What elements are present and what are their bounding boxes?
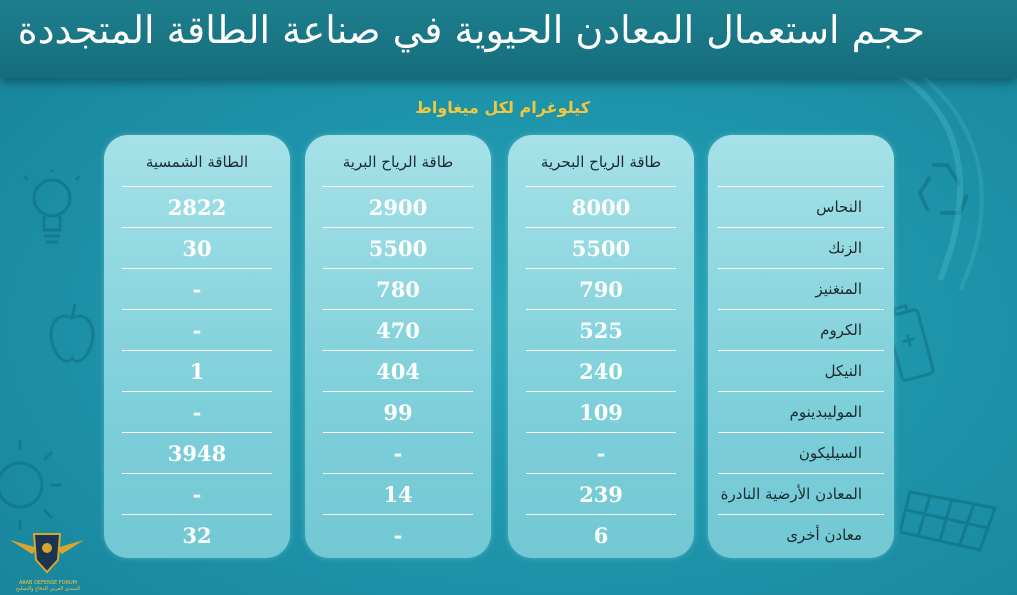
mineral-label: النحاس [718,186,884,227]
solar-value: 1 [122,350,272,391]
onshore-value: 99 [323,391,473,432]
solar-column [104,135,290,558]
lightbulb-icon [22,170,82,250]
mineral-label: الزنك [718,227,884,268]
onshore-value: 5500 [323,227,473,268]
onshore-wind-column [305,135,491,558]
mineral-label: المعادن الأرضية النادرة [718,473,884,514]
offshore-value: 239 [526,473,676,514]
logo-caption [2,580,94,592]
offshore-value: 8000 [526,186,676,227]
mineral-label: المنغنيز [718,268,884,309]
onshore-value: 404 [323,350,473,391]
solar-value: 2822 [122,186,272,227]
mineral-label: معادن أخرى [718,514,884,555]
onshore-value: 780 [323,268,473,309]
solar-value: 3948 [122,432,272,473]
onshore-wind-column-header: طاقة الرياح البرية [342,153,454,171]
logo-text-ar: المنتدى العربي للدفاع والتسليح [15,586,81,592]
onshore-value: - [323,514,473,555]
offshore-wind-column-header: طاقة الرياح البحرية [540,153,662,171]
solar-panel-icon [900,480,1010,560]
solar-value: 32 [122,514,272,555]
offshore-wind-column [508,135,694,558]
offshore-value: 525 [526,309,676,350]
onshore-value: - [323,432,473,473]
onshore-value: 2900 [323,186,473,227]
offshore-value: 5500 [526,227,676,268]
apple-icon [45,300,100,370]
logo-text-en: ARAB DEFENSE FORUM [18,580,78,586]
solar-value: - [122,268,272,309]
mineral-label: الكروم [718,309,884,350]
offshore-value: 240 [526,350,676,391]
offshore-value: 6 [526,514,676,555]
mineral-label: النيكل [718,350,884,391]
page-title: حجم استعمال المعادن الحيوية في صناعة الطاقة المتجددة [17,8,925,52]
mineral-column [708,135,894,558]
mineral-label: السيليكون [718,432,884,473]
onshore-value: 470 [323,309,473,350]
mineral-label: الموليبدينوم [718,391,884,432]
offshore-value: 790 [526,268,676,309]
onshore-value: 14 [323,473,473,514]
header-bar [0,0,1017,78]
offshore-value: 109 [526,391,676,432]
solar-column-header: الطاقة الشمسية [145,153,249,171]
offshore-value: - [526,432,676,473]
solar-value: - [122,473,272,514]
solar-value: 30 [122,227,272,268]
solar-value: - [122,391,272,432]
unit-label: كيلوغرام لكل ميغاواط [415,98,590,117]
solar-value: - [122,309,272,350]
sun-icon [0,440,70,530]
